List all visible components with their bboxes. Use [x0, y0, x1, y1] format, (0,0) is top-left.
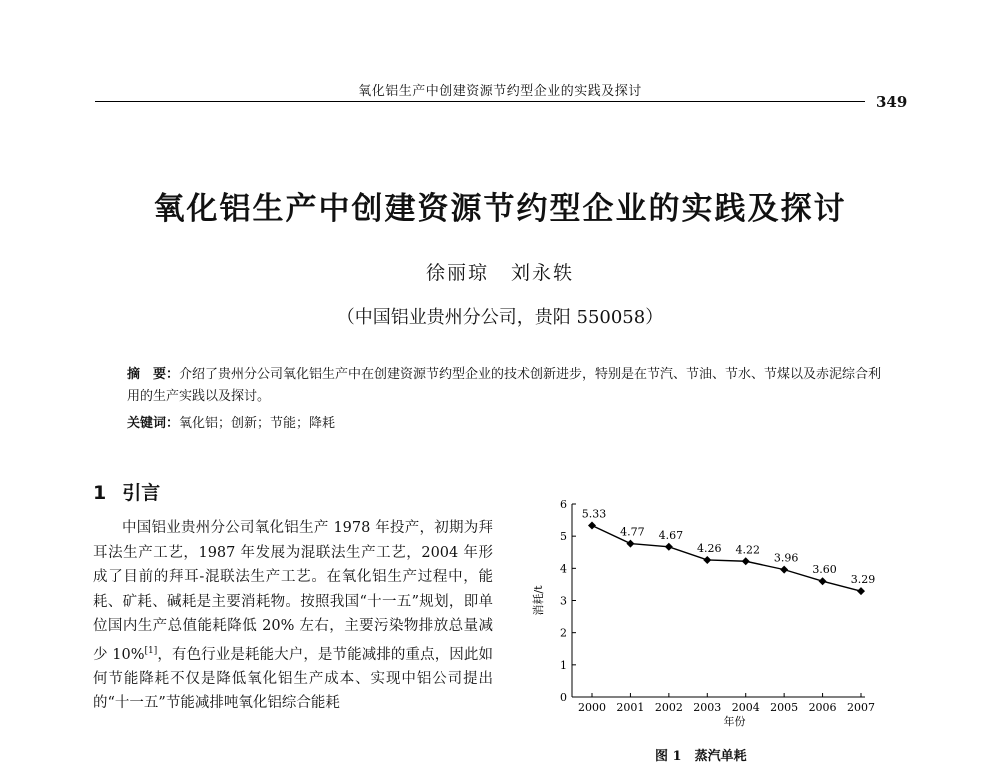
y-tick-label: 6	[560, 498, 567, 511]
abstract-text: 介绍了贵州分公司氧化铝生产中在创建资源节约型企业的技术创新进步，特别是在节汽、节油、节水、节煤以及赤泥综合利用的生产实践以及探讨。	[127, 367, 882, 404]
y-tick-label: 4	[560, 562, 567, 576]
running-head: 氧化铝生产中创建资源节约型企业的实践及探讨	[358, 84, 642, 99]
header-rule	[95, 101, 865, 102]
x-tick-label: 2005	[770, 701, 799, 714]
data-label: 4.26	[697, 541, 722, 555]
data-label: 3.29	[850, 573, 876, 587]
y-axis-label: 消耗/t	[532, 585, 545, 616]
data-label: 5.33	[581, 507, 607, 521]
x-axis-label: 年份	[723, 715, 746, 728]
x-tick-label: 2000	[578, 701, 606, 714]
section-title: 引言	[122, 482, 161, 504]
author-name: 刘永轶	[511, 262, 575, 284]
x-tick-label: 2004	[731, 701, 760, 714]
y-tick-label: 5	[560, 530, 567, 544]
x-tick-label: 2003	[693, 701, 722, 714]
keywords-label: 关键词：	[127, 416, 180, 431]
figure-caption: 图 1 蒸汽单耗	[655, 749, 747, 764]
y-tick-label: 0	[560, 691, 567, 704]
x-tick-label: 2007	[847, 701, 875, 714]
body-paragraph	[93, 516, 493, 716]
data-point	[588, 522, 596, 530]
paper-title: 氧化铝生产中创建资源节约型企业的实践及探讨	[153, 191, 847, 227]
x-tick-label: 2001	[616, 701, 645, 714]
steam-consumption-chart	[520, 492, 880, 742]
data-label: 4.77	[620, 525, 645, 539]
author-name: 徐丽琼	[425, 262, 489, 284]
data-point	[780, 566, 788, 574]
data-point	[626, 540, 634, 548]
data-point	[742, 557, 750, 565]
section-number: 1	[93, 482, 107, 504]
x-tick-label: 2006	[808, 701, 837, 714]
paragraph-text: 中国铝业贵州分公司氧化铝生产 1978 年投产，初期为拜耳法生产工艺，1987 年发展为混联法生产工艺，2004 年形成了目前的拜耳-混联法生产工艺。在氧化铝生产过程中，能耗、矿耗、碱耗是主要消耗物。按照我国“十一五”规划，即单位国内生产总值能耗降低 20% 左右，主要污染物排放总量减少 10%	[93, 520, 493, 663]
data-label: 4.22	[735, 543, 760, 557]
section-heading	[93, 478, 160, 505]
citation-ref: [1]	[144, 645, 158, 656]
keywords	[127, 412, 887, 431]
data-point	[665, 543, 673, 551]
data-label: 3.60	[812, 563, 837, 577]
affiliation: （中国铝业贵州分公司，贵阳 550058）	[336, 307, 664, 328]
data-point	[857, 587, 865, 595]
author-list	[0, 258, 1000, 285]
abstract-label: 摘 要：	[127, 367, 180, 382]
x-tick-label: 2002	[654, 701, 683, 714]
y-tick-label: 2	[560, 626, 567, 640]
data-label: 3.96	[773, 551, 799, 565]
data-label: 4.67	[658, 528, 684, 542]
keywords-text: 氧化铝；创新；节能；降耗	[179, 416, 336, 431]
page-number: 349	[876, 93, 908, 111]
data-point	[819, 577, 827, 585]
y-tick-label: 1	[560, 658, 567, 672]
y-tick-label: 3	[560, 594, 567, 608]
data-point	[703, 556, 711, 564]
paragraph-text-continued: ，有色行业是耗能大户，是节能减排的重点，因此如何节能降耗不仅是降低氧化铝生产成本、实现中铝公司提出的“十一五”节能减排吨氧化铝综合能耗	[93, 646, 493, 712]
abstract	[127, 364, 887, 408]
